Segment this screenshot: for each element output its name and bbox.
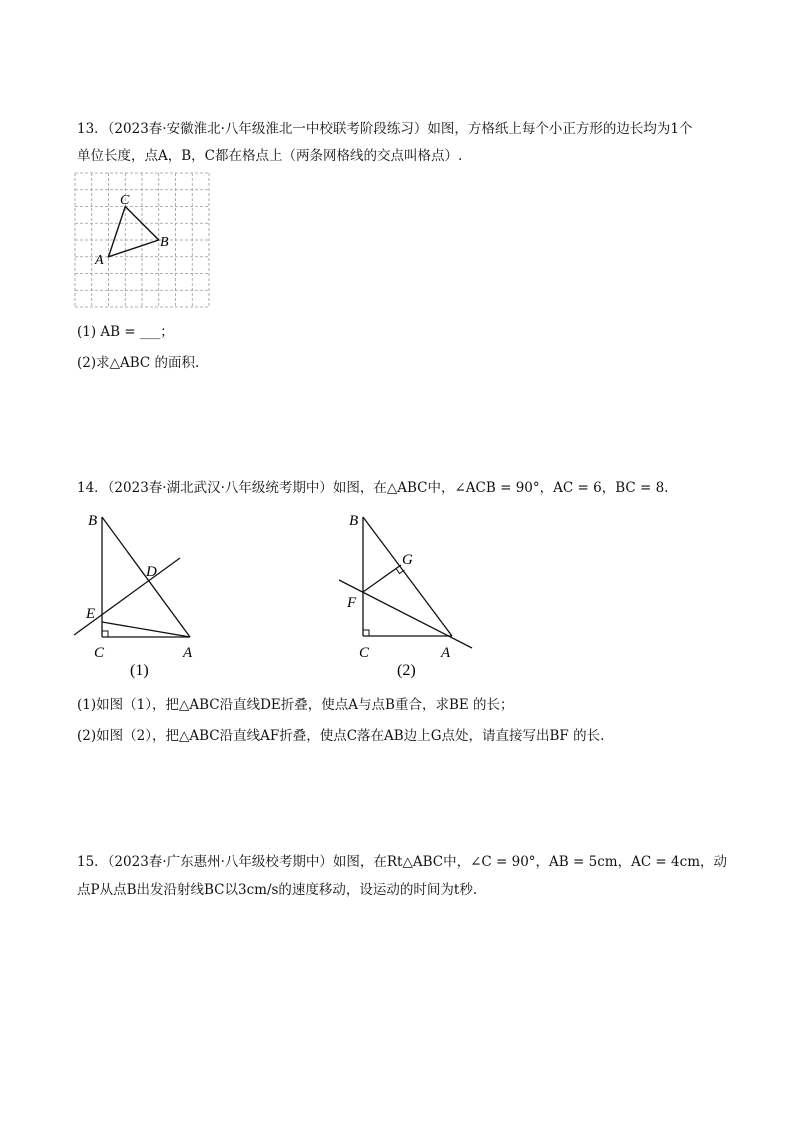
q13-part2: (2)求△ABC 的面积.: [77, 355, 200, 371]
fig1-label-B: B: [88, 513, 98, 529]
fig1-label-E: E: [86, 606, 96, 622]
fig2-label-F: F: [347, 595, 357, 611]
fig1-label-A: A: [183, 645, 193, 661]
q14-part2: (2)如图（2），把△ABC沿直线AF折叠，使点C落在AB边上G点处，请直接写出BF 的长.: [77, 728, 605, 744]
fig1-label-C: C: [94, 645, 105, 661]
fig2-label-B: B: [349, 513, 359, 529]
q13-part1: (1) AB = ___；: [77, 324, 174, 340]
q14-line1: 14．（2023春·湖北武汉·八年级统考期中）如图，在△ABC中，∠ACB = 90°，AC = 6，BC = 8.: [77, 480, 669, 496]
q14-part1: (1)如图（1），把△ABC沿直线DE折叠，使点A与点B重合，求BE 的长；: [77, 697, 514, 713]
figure-2: [335, 505, 480, 680]
fig2-caption: (2): [397, 662, 416, 679]
q15-line1: 15．（2023春·广东惠州·八年级校考期中）如图，在Rt△ABC中，∠C = 90°，AB = 5cm，AC = 4cm，动: [77, 854, 727, 870]
figure-1: [70, 505, 200, 680]
label-C: C: [120, 193, 130, 208]
label-B: B: [160, 235, 169, 250]
fig1-label-D: D: [146, 564, 157, 580]
q13-line1: 13．（2023春·安徽淮北·八年级淮北一中校联考阶段练习）如图，方格纸上每个小正方形的边长均为1个: [77, 121, 693, 137]
fig2-label-C: C: [359, 645, 370, 661]
fig1-caption: (1): [130, 662, 149, 679]
triangle-abc: [109, 207, 159, 257]
label-A: A: [95, 253, 104, 268]
fig2-label-A: A: [441, 645, 451, 661]
grid-figure: [70, 170, 215, 310]
q13-line2: 单位长度，点A，B，C都在格点上（两条网格线的交点叫格点）.: [77, 148, 463, 164]
q15-line2: 点P从点B出发沿射线BC以3cm/s的速度移动，设运动的时间为t秒.: [77, 882, 478, 898]
fig2-label-G: G: [402, 552, 413, 568]
